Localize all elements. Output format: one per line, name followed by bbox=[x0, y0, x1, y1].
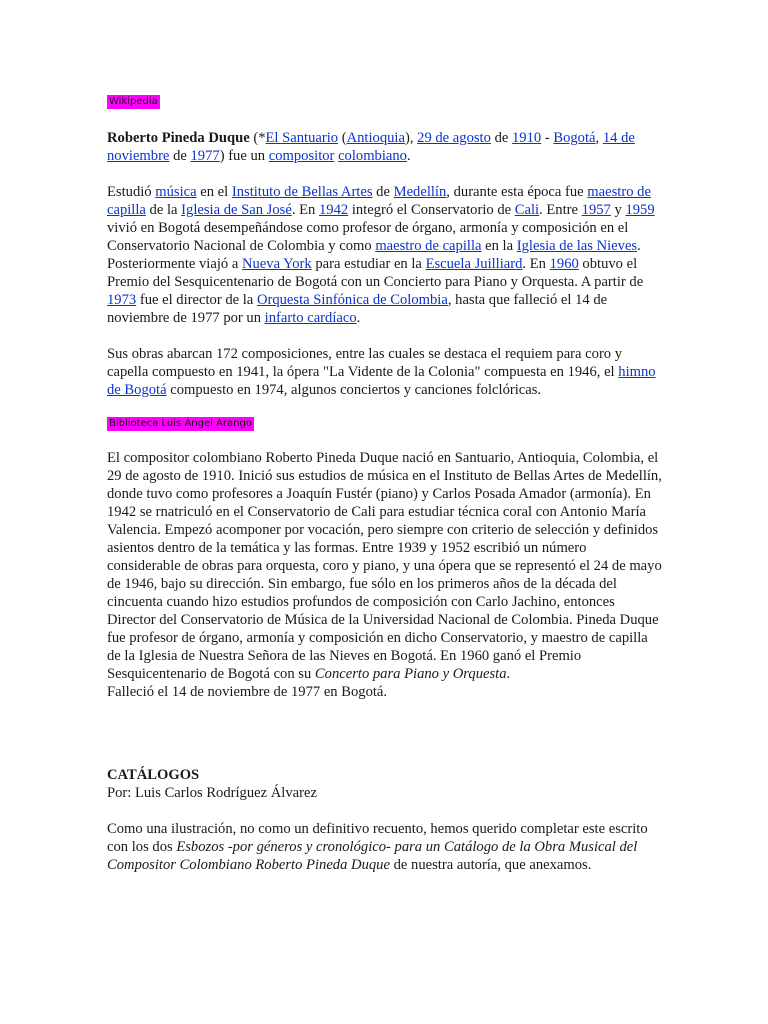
person-name: Roberto Pineda Duque bbox=[107, 130, 250, 146]
wikipedia-tag-line bbox=[107, 91, 663, 109]
text: . En bbox=[291, 202, 319, 218]
link-1959[interactable]: 1959 bbox=[625, 202, 655, 218]
link-medellin[interactable]: Medellín bbox=[393, 184, 447, 200]
text: Estudió bbox=[107, 184, 156, 200]
link-1973[interactable]: 1973 bbox=[107, 292, 137, 308]
link-maestro-de-capilla-2[interactable]: maestro de capilla bbox=[375, 238, 482, 254]
text: (* bbox=[249, 130, 266, 146]
link-1957[interactable]: 1957 bbox=[581, 202, 611, 218]
link-1942[interactable]: 1942 bbox=[319, 202, 349, 218]
document-page bbox=[107, 91, 663, 874]
text: Sus obras abarcan 172 composiciones, entre las cuales se destaca el requiem para coro y capella compuesto en 1941, la ópera "La Vidente de la Colonia" compuesta en 1946, el bbox=[107, 346, 623, 380]
text: , bbox=[595, 130, 603, 146]
text: de bbox=[372, 184, 394, 200]
intro-paragraph bbox=[107, 129, 663, 165]
link-maestro-de-capilla[interactable]: maestro de capilla bbox=[107, 184, 651, 218]
source-tag-wikipedia: Wikipedia bbox=[109, 96, 158, 107]
text: vivió en Bogotá desempeñándose como profesor de órgano, armonía y composición en el Conservatorio Nacional de Colombia y como bbox=[107, 220, 629, 254]
text: de la bbox=[145, 202, 182, 218]
heading-text: CATÁLOGOS bbox=[107, 767, 200, 783]
text: y bbox=[610, 202, 626, 218]
link-instituto-bellas-artes[interactable]: Instituto de Bellas Artes bbox=[231, 184, 373, 200]
text: compuesto en 1974, algunos conciertos y canciones folclóricas. bbox=[166, 382, 542, 398]
link-1910[interactable]: 1910 bbox=[512, 130, 542, 146]
catalogos-heading bbox=[107, 766, 663, 784]
text: El compositor colombiano Roberto Pineda Duque nació en Santuario, Antioquia, Colombia, el 29 de agosto de 1910. Inició sus estudios de música en el Instituto de Bellas Artes de Medellín, donde tuvo como profesores a Joaquín Fustér (piano) y Carlos Posada Amador (armonía). En 1942 se rnatriculó en el Conservatorio de Cali para estudiar técnica coral con Antonio María Valencia. Empezó acomponer por vocación, pero siempre con criterio de selección y definidos asientos dentro de la temática y las formas. Entre 1939 y 1952 escribió un número considerable de obras para orquesta, coro y piano, y una ópera que se representó el 24 de mayo de 1946, bajo su dirección. Sin embargo, fue sólo en los primeros años de la década del cincuenta cuando hizo estudios profundos de composición con Carlo Jachino, entonces Director del Conservatorio de Música de la Universidad Nacional de Colombia. Pineda Duque fue profesor de órgano, armonía y composición en dicho Conservatorio, y maestro de capilla de la Iglesia de Nuestra Señora de las Nieves en Bogotá. En 1960 ganó el Premio Sesquicentenario de Bogotá con su bbox=[107, 450, 662, 682]
text: fue el director de la bbox=[136, 292, 257, 308]
esbozos-title: Esbozos -por géneros y cronológico- para un Catálogo de la Obra Musical del Compositor Colombiano Roberto Pineda Duque bbox=[107, 839, 638, 873]
text: - bbox=[541, 130, 554, 146]
concerto-title: Concerto para Piano y Orquesta bbox=[314, 666, 507, 682]
text: en el bbox=[196, 184, 232, 200]
link-escuela-juilliard[interactable]: Escuela Juilliard bbox=[425, 256, 523, 272]
link-nueva-york[interactable]: Nueva York bbox=[241, 256, 312, 272]
link-colombiano[interactable]: colombiano bbox=[338, 148, 407, 164]
text: ( bbox=[338, 130, 347, 146]
biblioteca-tag-line bbox=[107, 413, 663, 431]
death-line: Falleció el 14 de noviembre de 1977 en Bogotá. bbox=[107, 684, 388, 700]
bio-paragraph bbox=[107, 183, 663, 327]
text: , hasta que falleció el 14 de noviembre de 1977 por un bbox=[107, 292, 608, 326]
catalogos-paragraph bbox=[107, 820, 663, 874]
biblioteca-paragraph bbox=[107, 449, 663, 683]
text: de bbox=[490, 130, 512, 146]
text: de nuestra autoría, que anexamos. bbox=[389, 857, 592, 873]
text: . bbox=[406, 148, 411, 164]
link-orquesta-sinfonica[interactable]: Orquesta Sinfónica de Colombia bbox=[256, 292, 448, 308]
text: de bbox=[169, 148, 191, 164]
byline: Por: Luis Carlos Rodríguez Álvarez bbox=[107, 785, 317, 801]
text: . En bbox=[522, 256, 550, 272]
link-himno-de-bogota[interactable]: himno de Bogotá bbox=[107, 364, 656, 398]
text: ) fue un bbox=[219, 148, 269, 164]
text: en la bbox=[481, 238, 517, 254]
text: , durante esta época fue bbox=[446, 184, 588, 200]
text: ), bbox=[404, 130, 418, 146]
link-iglesia-san-jose[interactable]: Iglesia de San José bbox=[181, 202, 292, 218]
text: para estudiar en la bbox=[311, 256, 426, 272]
link-1977[interactable]: 1977 bbox=[190, 148, 220, 164]
text: . bbox=[356, 310, 361, 326]
link-29-de-agosto[interactable]: 29 de agosto bbox=[417, 130, 491, 146]
link-14-de-noviembre[interactable]: 14 de noviembre bbox=[107, 130, 635, 164]
link-compositor[interactable]: compositor bbox=[268, 148, 335, 164]
link-1960[interactable]: 1960 bbox=[549, 256, 579, 272]
link-antioquia[interactable]: Antioquia bbox=[346, 130, 405, 146]
text: Como una ilustración, no como un definitivo recuento, hemos querido completar este escrito con los dos bbox=[107, 821, 648, 855]
works-paragraph bbox=[107, 345, 663, 399]
text: . bbox=[506, 666, 511, 682]
link-bogota[interactable]: Bogotá bbox=[553, 130, 596, 146]
link-infarto-cardiaco[interactable]: infarto cardíaco bbox=[264, 310, 357, 326]
link-iglesia-de-las-nieves[interactable]: Iglesia de las Nieves bbox=[516, 238, 638, 254]
source-tag-biblioteca: Biblioteca Luis Ángel Arango bbox=[109, 418, 252, 429]
text: . Entre bbox=[539, 202, 582, 218]
link-musica[interactable]: música bbox=[155, 184, 197, 200]
text: integró el Conservatorio de bbox=[348, 202, 515, 218]
text: obtuvo el Premio del Sesquicentenario de Bogotá con un Concierto para Piano y Orquesta. A partir de bbox=[107, 256, 644, 290]
text: . Posteriormente viajó a bbox=[107, 238, 641, 272]
link-cali[interactable]: Cali bbox=[514, 202, 540, 218]
link-el-santuario[interactable]: El Santuario bbox=[265, 130, 339, 146]
